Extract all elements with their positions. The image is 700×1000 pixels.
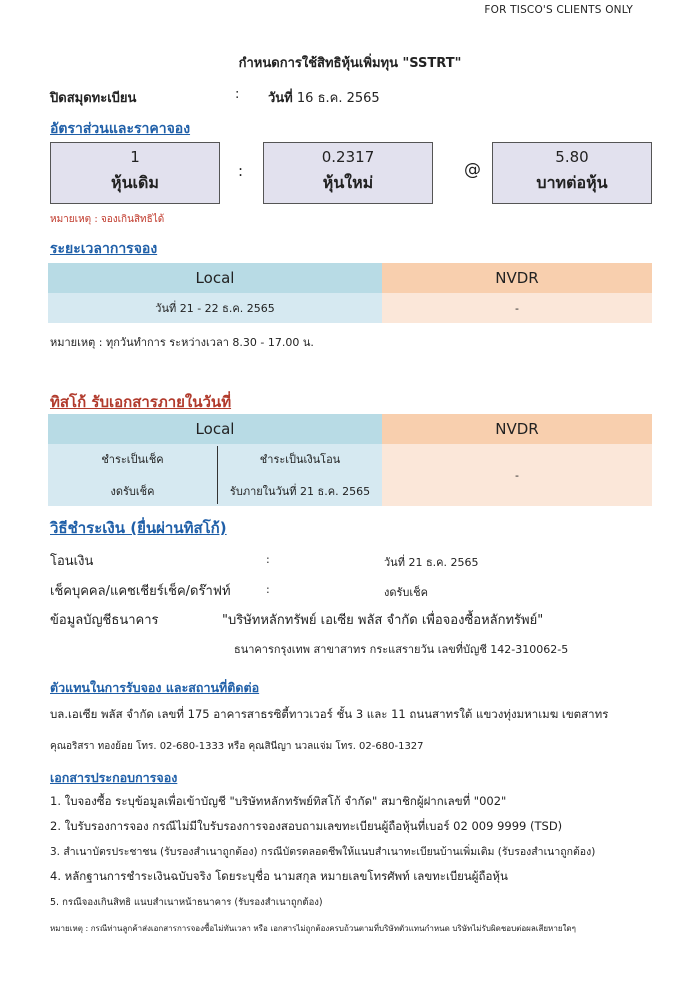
documents-footnote: หมายเหตุ : กรณีท่านลูกค้าส่งเอกสารการจองซื้อไม่ทันเวลา หรือ เอกสารไม่ถูกต้องครบถ้วนตามที่บริษัทตัวแทนกำหนด บริษัทไม่รับผิดชอบต่อผลเสียหายใดๆ — [50, 924, 576, 933]
docs-date-heading: ทิสโก้ รับเอกสารภายในวันที่ — [50, 393, 232, 411]
document-item: 3. สำเนาบัตรประชาชน (รับรองสำเนาถูกต้อง) กรณีบัตรตลอดชีพให้แนบสำเนาทะเบียนบ้านเพิ่มเติม (รับรองสำเนาถูกต้อง) — [50, 846, 596, 858]
bank-account-name: "บริษัทหลักทรัพย์ เอเซีย พลัส จำกัด เพื่อจองซื้อหลักทรัพย์" — [222, 613, 544, 628]
period-local-value: วันที่ 21 - 22 ธ.ค. 2565 — [48, 293, 382, 323]
cheque-value: งดรับเช็ค — [110, 485, 155, 498]
old-share-unit: หุ้นเดิม — [111, 173, 159, 192]
price-unit: บาทต่อหุ้น — [536, 173, 608, 192]
cheque-status: งดรับเช็ค — [384, 586, 428, 599]
cheque-label: เช็คบุคคล/แคชเชียร์เช็ค/ดร๊าฟท์ — [50, 584, 231, 599]
book-close-label: ปิดสมุดทะเบียน — [50, 91, 137, 106]
page-title: กำหนดการใช้สิทธิหุ้นเพิ่มทุน "SSTRT" — [238, 56, 462, 71]
period-note: หมายเหตุ : ทุกวันทำการ ระหว่างเวลา 8.30 - 17.00 น. — [50, 336, 314, 349]
bank-account-number: ธนาคารกรุงเทพ สาขาสาทร กระแสรายวัน เลขที่บัญชี 142-310062-5 — [234, 643, 569, 656]
docs-local-header: Local — [48, 414, 382, 444]
ratio-heading: อัตราส่วนและราคาจอง — [50, 121, 191, 137]
old-share-value: 1 — [130, 148, 140, 166]
documents-heading: เอกสารประกอบการจอง — [50, 770, 178, 785]
book-close-date-prefix: วันที่ — [268, 91, 293, 106]
document-item: 2. ใบรับรองการจอง กรณีไม่มีใบรับรองการจองสอบถามเลขทะเบียนผู้ถือหุ้นที่เบอร์ 02 009 9999 (TSD) — [50, 819, 563, 833]
docs-nvdr-value: - — [382, 444, 652, 506]
transfer-header: ชำระเป็นเงินโอน — [259, 453, 341, 466]
period-nvdr-header: NVDR — [382, 263, 652, 293]
period-heading: ระยะเวลาการจอง — [50, 241, 158, 257]
price-at-sign: @ — [464, 160, 481, 180]
ratio-note: หมายเหตุ : จองเกินสิทธิได้ — [50, 214, 165, 225]
period-local-header: Local — [48, 263, 382, 293]
new-share-box — [263, 142, 433, 204]
cheque-colon: : — [266, 583, 270, 596]
price-box — [492, 142, 652, 204]
document-item: 4. หลักฐานการชำระเงินฉบับจริง โดยระบุชื่อ นามสกุล หมายเลขโทรศัพท์ เลขทะเบียนผู้ถือหุ้น — [50, 869, 508, 883]
transfer-date: วันที่ 21 ธ.ค. 2565 — [384, 556, 479, 569]
ratio-separator: : — [238, 162, 244, 180]
payment-heading: วิธีชำระเงิน (ยื่นผ่านทิสโก้) — [50, 519, 227, 537]
transfer-value: รับภายในวันที่ 21 ธ.ค. 2565 — [229, 485, 371, 498]
cheque-header: ชำระเป็นเช็ค — [101, 453, 164, 466]
transfer-colon: : — [266, 553, 270, 566]
clients-only-note: FOR TISCO'S CLIENTS ONLY — [484, 4, 633, 16]
docs-nvdr-header: NVDR — [382, 414, 652, 444]
bank-info-label: ข้อมูลบัญชีธนาคาร — [50, 613, 159, 628]
agent-address: บล.เอเซีย พลัส จำกัด เลขที่ 175 อาคารสาธรซิตี้ทาวเวอร์ ชั้น 3 และ 11 ถนนสาทรใต้ แขวงทุ่งมหาเมฆ เขตสาทร — [50, 707, 609, 721]
book-close-date — [268, 87, 380, 108]
document-item: 5. กรณีจองเกินสิทธิ แนบสำเนาหน้าธนาคาร (รับรองสำเนาถูกต้อง) — [50, 897, 323, 908]
new-share-unit: หุ้นใหม่ — [322, 173, 374, 192]
book-close-colon: : — [235, 87, 240, 102]
new-share-value: 0.2317 — [321, 148, 375, 166]
document-item: 1. ใบจองซื้อ ระบุข้อมูลเพื่อเข้าบัญชี "บริษัทหลักทรัพย์ทิสโก้ จำกัด" สมาชิกผู้ฝากเลขที่ "002" — [50, 794, 507, 808]
old-share-box — [50, 142, 220, 204]
price-value: 5.80 — [555, 148, 589, 166]
period-nvdr-value: - — [382, 293, 652, 323]
transfer-label: โอนเงิน — [50, 554, 94, 569]
agent-heading: ตัวแทนในการรับจอง และสถานที่ติดต่อ — [50, 680, 260, 695]
book-close-date-value: 16 ธ.ค. 2565 — [296, 91, 380, 106]
agent-contact: คุณอริสรา ทองย้อย โทร. 02-680-1333 หรือ คุณสินีญา นวลแจ่ม โทร. 02-680-1327 — [50, 741, 424, 752]
